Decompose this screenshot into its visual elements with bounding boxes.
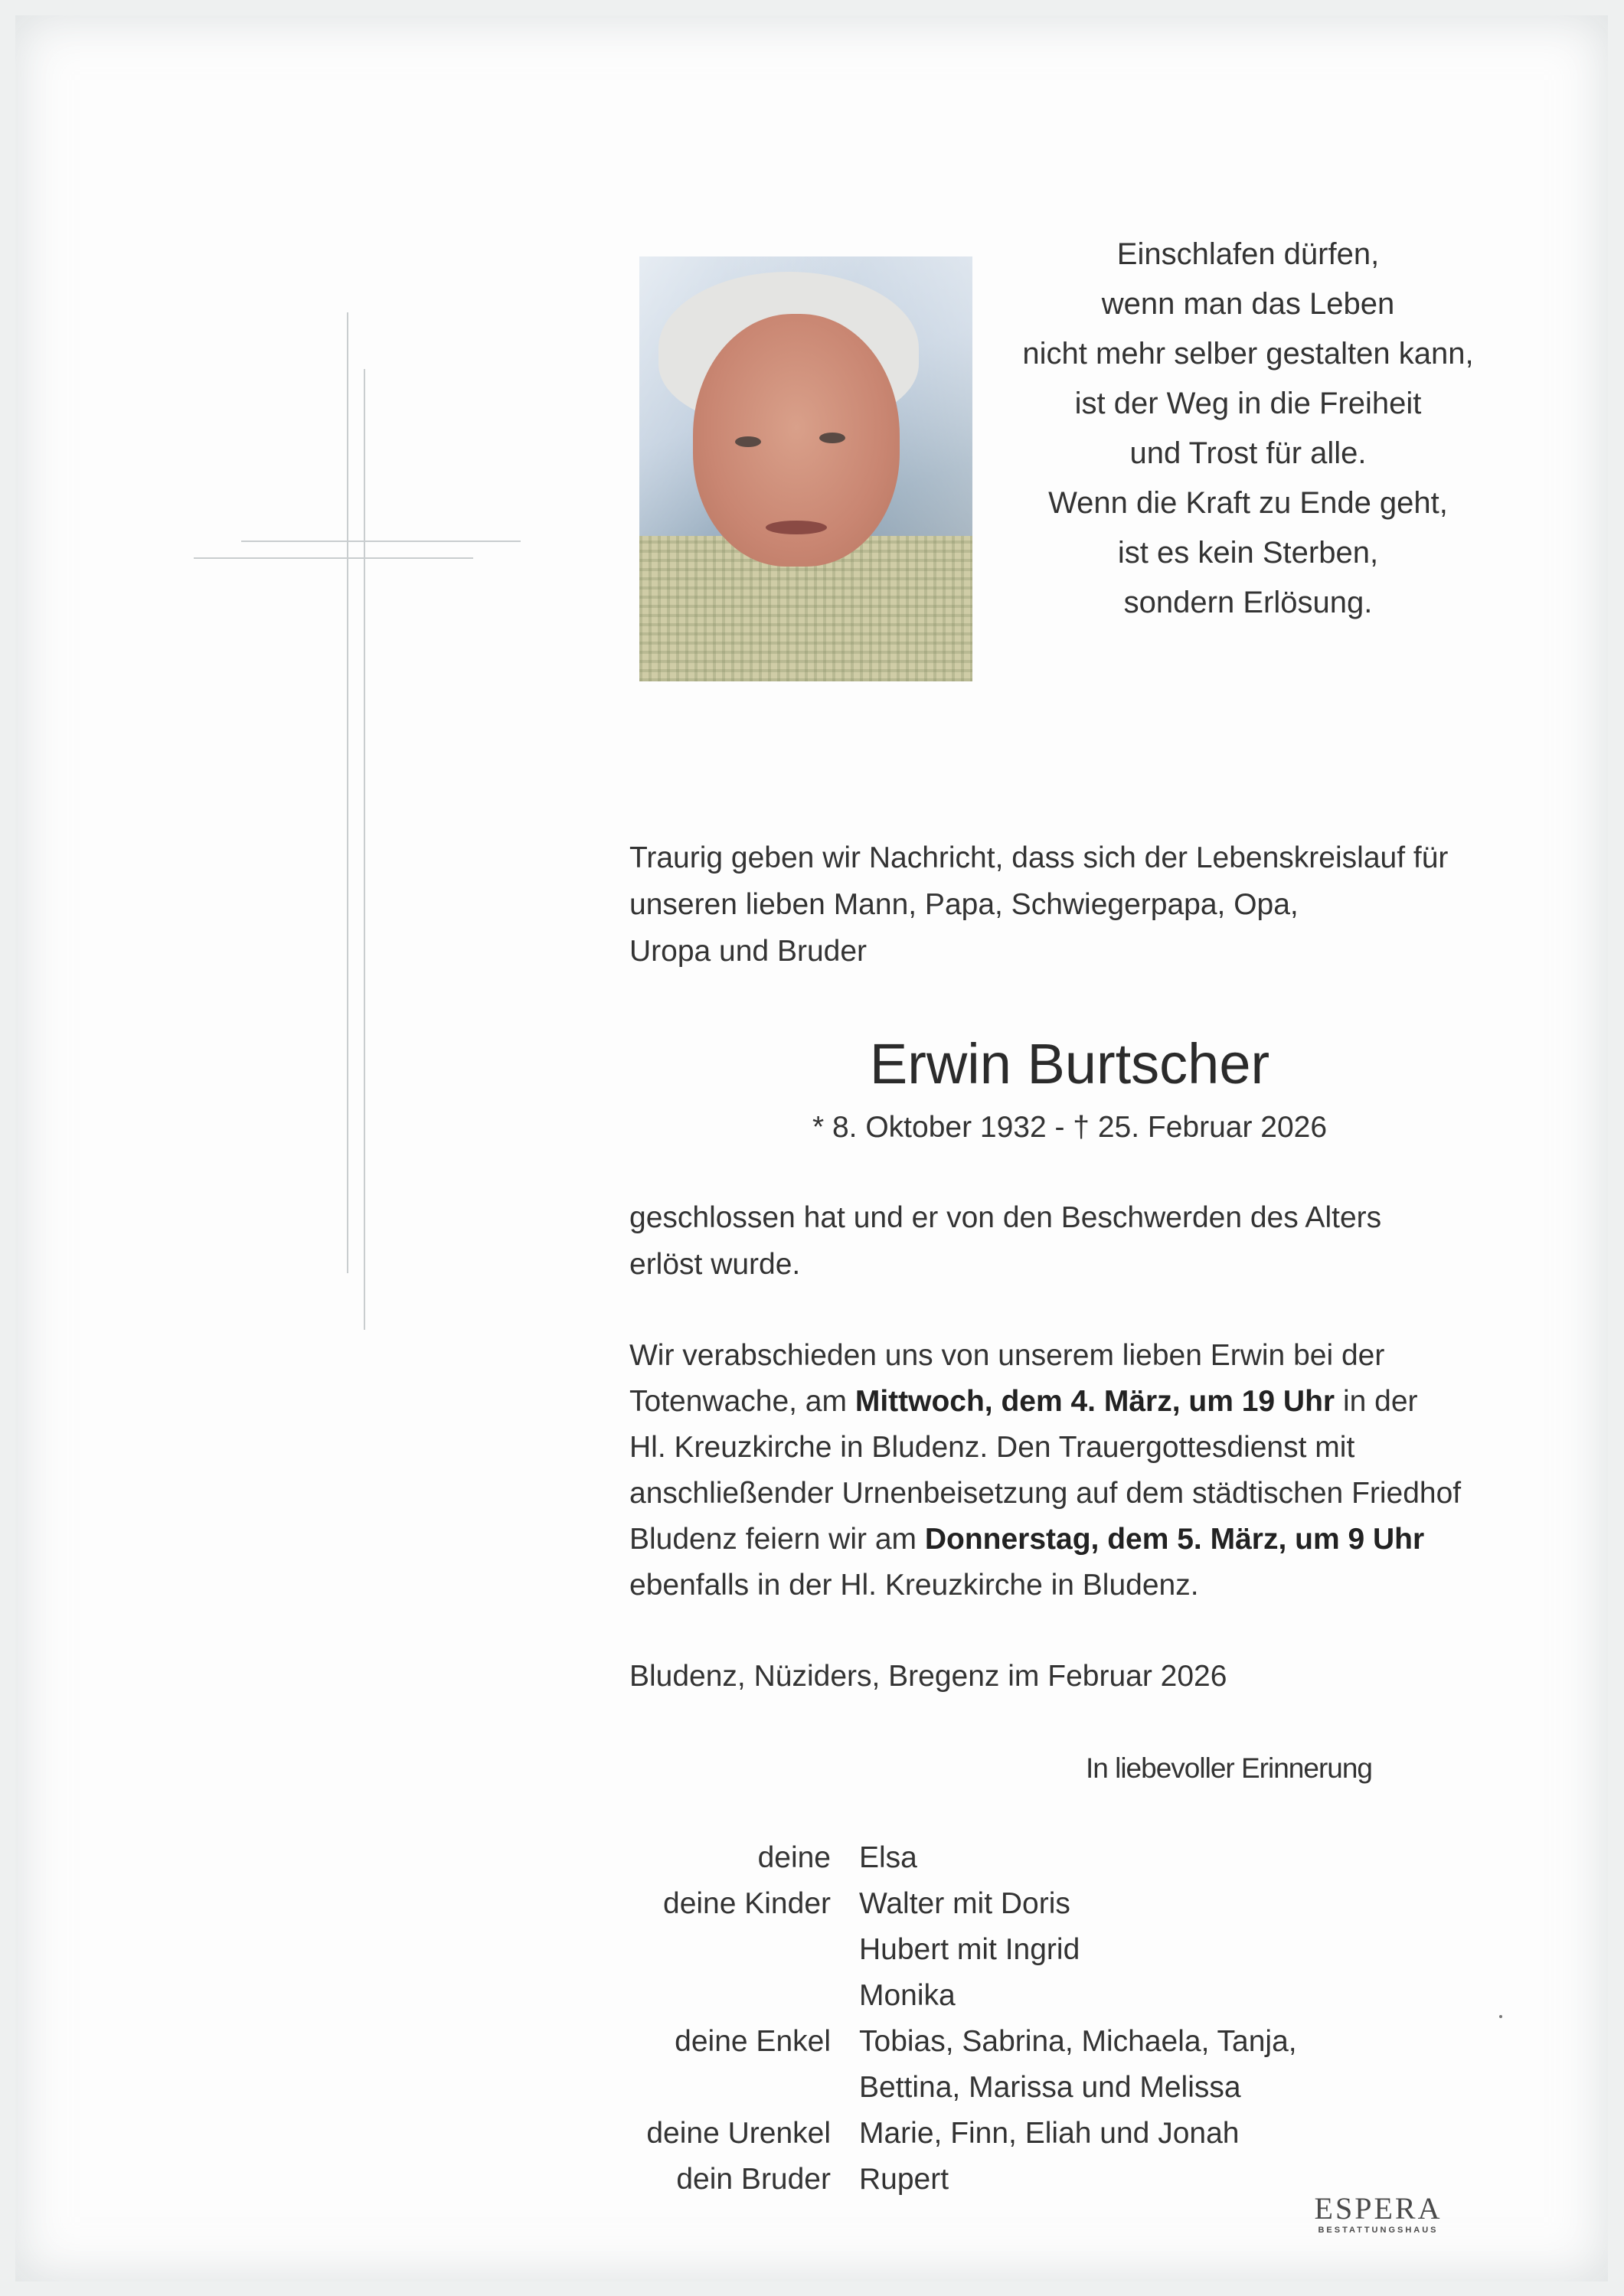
ceremony-line: anschließender Urnenbeisetzung auf dem städtischen Friedhof xyxy=(629,1477,1462,1510)
mourner-row xyxy=(582,2157,1424,2203)
poem-line: sondern Erlösung. xyxy=(1123,586,1373,619)
speck-mark xyxy=(1499,2015,1502,2018)
mourner-relation: deine Enkel xyxy=(675,2025,831,2058)
ceremony-line: Totenwache, am Mittwoch, dem 4. März, um 19 Uhr in der xyxy=(629,1385,1418,1418)
intro-line: unseren lieben Mann, Papa, Schwiegerpapa, Opa, xyxy=(629,888,1299,921)
ceremony-line: Wir verabschieden uns von unserem lieben Erwin bei der xyxy=(629,1339,1385,1372)
mourner-row xyxy=(582,2111,1424,2157)
ceremony-line: ebenfalls in der Hl. Kreuzkirche in Bludenz. xyxy=(629,1569,1199,1602)
deceased-name: Erwin Burtscher xyxy=(869,1032,1270,1096)
mourner-relation: deine Urenkel xyxy=(646,2117,831,2150)
poem-line: Einschlafen dürfen, xyxy=(1116,237,1380,271)
place-date: Bludenz, Nüziders, Bregenz im Februar 2026 xyxy=(629,1660,1227,1693)
poem-line: Wenn die Kraft zu Ende geht, xyxy=(1048,486,1448,520)
funeral-datetime: Donnerstag, dem 5. März, um 9 Uhr xyxy=(924,1523,1425,1556)
mourner-names: Elsa xyxy=(859,1841,917,1874)
poem-line: nicht mehr selber gestalten kann, xyxy=(1022,337,1474,371)
mourner-names: Rupert xyxy=(859,2163,949,2196)
mourners-list xyxy=(582,1835,1424,2203)
wake-datetime: Mittwoch, dem 4. März, um 19 Uhr xyxy=(854,1385,1335,1418)
poem-line: ist es kein Sterben, xyxy=(1117,536,1379,570)
poem xyxy=(972,230,1524,628)
closing-line: erlöst wurde. xyxy=(629,1248,801,1281)
ceremony-paragraph xyxy=(629,1333,1533,1609)
mourner-row xyxy=(582,2019,1424,2065)
mourner-relation xyxy=(582,1973,859,2019)
mourner-relation: deine Kinder xyxy=(663,1887,831,1920)
portrait-photo xyxy=(639,256,972,681)
mourner-relation xyxy=(582,1927,859,1973)
closing-line: geschlossen hat und er von den Beschwerden des Alters xyxy=(629,1201,1382,1234)
intro-line: Traurig geben wir Nachricht, dass sich der Lebenskreislauf für xyxy=(629,841,1449,874)
mourner-names: Tobias, Sabrina, Michaela, Tanja, xyxy=(859,2025,1297,2058)
funeral-home-logo xyxy=(1302,2193,1455,2236)
mourner-relation: deine xyxy=(757,1841,831,1874)
ceremony-line: Hl. Kreuzkirche in Bludenz. Den Trauergottesdienst mit xyxy=(629,1431,1355,1464)
intro-paragraph xyxy=(629,834,1533,975)
logo-name: ESPERA xyxy=(1314,2191,1443,2226)
intro-line: Uropa und Bruder xyxy=(629,935,868,968)
mourner-names: Marie, Finn, Eliah und Jonah xyxy=(859,2117,1240,2150)
mourner-names: Walter mit Doris xyxy=(859,1887,1070,1920)
closing-paragraph xyxy=(629,1194,1533,1288)
mourner-relation: dein Bruder xyxy=(676,2163,831,2196)
mourner-names: Bettina, Marissa und Melissa xyxy=(859,2071,1241,2104)
mourner-names: Hubert mit Ingrid xyxy=(859,1933,1080,1966)
memory-heading: In liebevoller Erinnerung xyxy=(1085,1752,1372,1784)
poem-line: und Trost für alle. xyxy=(1129,436,1367,470)
mourner-names: Monika xyxy=(859,1979,956,2012)
poem-line: wenn man das Leben xyxy=(1101,287,1395,321)
mourner-row xyxy=(582,1881,1424,1927)
ceremony-line: Bludenz feiern wir am Donnerstag, dem 5. März, um 9 Uhr xyxy=(629,1523,1425,1556)
life-dates: * 8. Oktober 1932 - † 25. Februar 2026 xyxy=(812,1111,1328,1144)
poem-line: ist der Weg in die Freiheit xyxy=(1074,387,1422,420)
mourner-row xyxy=(582,1927,1424,1973)
mourner-row xyxy=(582,2065,1424,2111)
mourner-relation xyxy=(582,2065,859,2111)
logo-subtitle: BESTATTUNGSHAUS xyxy=(1318,2226,1439,2235)
mourner-row xyxy=(582,1973,1424,2019)
mourner-row xyxy=(582,1835,1424,1881)
